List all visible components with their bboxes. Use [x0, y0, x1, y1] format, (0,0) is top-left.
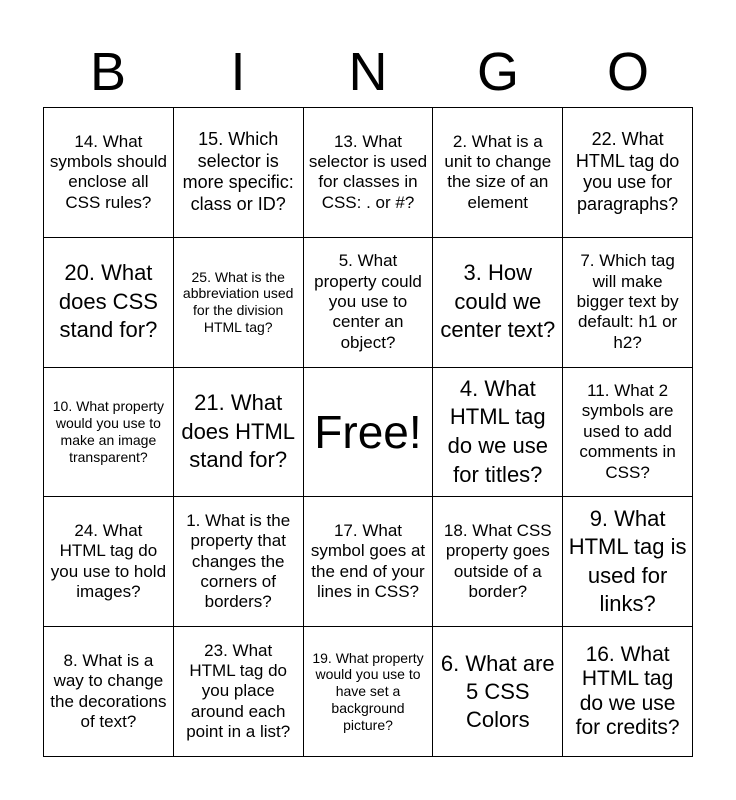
cell-text: 17. What symbol goes at the end of your lines in CSS? [310, 521, 426, 602]
bingo-cell [563, 238, 693, 368]
bingo-cell [44, 368, 174, 498]
bingo-grid [43, 107, 693, 757]
bingo-cell [563, 497, 693, 627]
bingo-cell [433, 108, 563, 238]
cell-text: 25. What is the abbreviation used for the division HTML tag? [182, 268, 294, 335]
cell-text: 5. What property could you use to center an object? [314, 251, 422, 352]
bingo-cell [174, 497, 304, 627]
bingo-cell [563, 108, 693, 238]
header-letter-b: B [89, 42, 127, 102]
cell-text: 9. What HTML tag is used for links? [568, 505, 687, 617]
cell-text: 8. What is a way to change the decorations of text? [50, 650, 167, 731]
bingo-cell [174, 108, 304, 238]
cell-text: 14. What symbols should enclose all CSS rules? [49, 131, 167, 212]
cell-text: 10. What property would you use to make an image transparent? [52, 398, 165, 465]
bingo-cell [433, 497, 563, 627]
header-letter-i: I [230, 42, 246, 102]
free-space-label: Free! [314, 405, 422, 458]
cell-text: 16. What HTML tag do we use for credits? [575, 643, 680, 739]
bingo-cell [44, 497, 174, 627]
cell-text: 18. What CSS property goes outside of a border? [443, 521, 552, 602]
cell-text: 13. What selector is used for classes in CSS: . or #? [308, 131, 428, 212]
cell-text: 6. What are 5 CSS Colors [440, 650, 555, 732]
cell-text: 23. What HTML tag do you place around each point in a list? [186, 640, 291, 742]
cell-text: 7. Which tag will make bigger text by default: h1 or h2? [576, 251, 679, 352]
header-letter-n: N [348, 42, 388, 102]
cell-text: 11. What 2 symbols are used to add comments in CSS? [579, 381, 676, 482]
bingo-cell [433, 627, 563, 757]
bingo-cell [304, 108, 434, 238]
cell-text: 2. What is a unit to change the size of an element [444, 131, 552, 212]
cell-text: 1. What is the property that changes the corners of borders? [186, 510, 291, 612]
bingo-header [43, 36, 693, 108]
cell-text: 22. What HTML tag do you use for paragraphs? [575, 129, 680, 214]
bingo-cell [174, 368, 304, 498]
bingo-cell [174, 627, 304, 757]
cell-text: 24. What HTML tag do you use to hold images? [50, 521, 167, 602]
cell-text: 15. Which selector is more specific: class or ID? [182, 129, 294, 214]
bingo-cell [433, 238, 563, 368]
header-letter-o: O [606, 42, 649, 102]
bingo-cell [44, 627, 174, 757]
cell-text: 19. What property would you use to have set a background picture? [312, 649, 424, 733]
bingo-cell [304, 627, 434, 757]
header-letter-g: G [476, 42, 519, 102]
bingo-cell [433, 368, 563, 498]
cell-text: 3. How could we center text? [440, 260, 556, 343]
bingo-cell [304, 238, 434, 368]
bingo-cell [44, 238, 174, 368]
cell-text: 4. What HTML tag do we use for titles? [447, 375, 548, 487]
cell-text: 20. What does CSS stand for? [58, 260, 158, 343]
free-space-cell [304, 368, 434, 498]
cell-text: 21. What does HTML stand for? [181, 390, 296, 473]
bingo-cell [44, 108, 174, 238]
bingo-cell [304, 497, 434, 627]
bingo-cell [563, 627, 693, 757]
bingo-cell [563, 368, 693, 498]
bingo-cell [174, 238, 304, 368]
